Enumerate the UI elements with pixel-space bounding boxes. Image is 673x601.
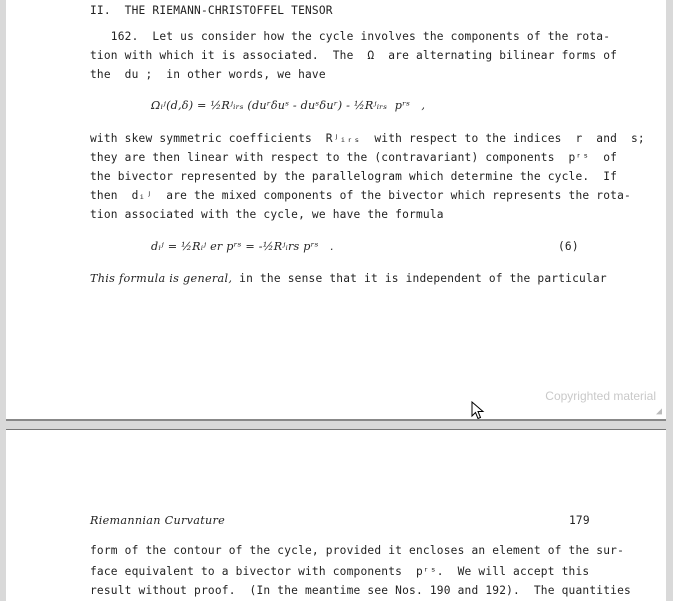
text-line: tion with which it is associated. The Ω are alternating bilinear forms of [90, 49, 618, 62]
text-line: with skew symmetric coefficients Rʲᵢᵣₛ with respect to the indices r and s; [90, 132, 645, 145]
text-line: tion associated with the cycle, we have the formula [90, 208, 444, 221]
text-line: result without proof. (In the meantime see Nos. 190 and 192). The quantities [90, 584, 631, 597]
text-line: form of the contour of the cycle, provided it encloses an element of the sur- [90, 544, 625, 557]
text-line: they are then linear with respect to the (contravariant) components pʳˢ of [90, 151, 618, 164]
italic-phrase: This formula is general, [90, 272, 233, 285]
text-line: face equivalent to a bivector with components pʳˢ. We will accept this [90, 565, 590, 578]
text-line: the du ; in other words, we have [90, 68, 326, 81]
text-span: in the sense that it is independent of the particular [232, 272, 607, 285]
text-line [90, 272, 607, 285]
copyright-watermark: Copyrighted material [545, 389, 656, 403]
running-head: Riemannian Curvature [90, 514, 226, 527]
document-page-bottom [6, 429, 666, 601]
equation-1: Ωᵢʲ(d,δ) = ½Rʲᵢᵣₛ (duʳδuˢ - duˢδuʳ) - ½Rʲᵢᵣₛ pʳˢ , [151, 99, 426, 112]
resize-grip-icon[interactable]: ◢ [655, 406, 662, 417]
equation-number: (6) [558, 240, 579, 253]
text-line: 162. Let us consider how the cycle involves the components of the rota- [90, 30, 611, 43]
page-number: 179 [569, 514, 590, 527]
mouse-pointer-icon [471, 401, 485, 421]
equation-6: dᵢʲ = ½Rᵢʲ er pʳˢ = -½Rʲᵢrs pʳˢ . [151, 240, 334, 253]
text-line: the bivector represented by the parallelogram which determine the cycle. If [90, 170, 618, 183]
chapter-heading: II. THE RIEMANN-CHRISTOFFEL TENSOR [90, 4, 333, 17]
document-page-top [6, 0, 666, 421]
text-line: then dᵢʲ are the mixed components of the bivector which represents the rota- [90, 189, 631, 202]
